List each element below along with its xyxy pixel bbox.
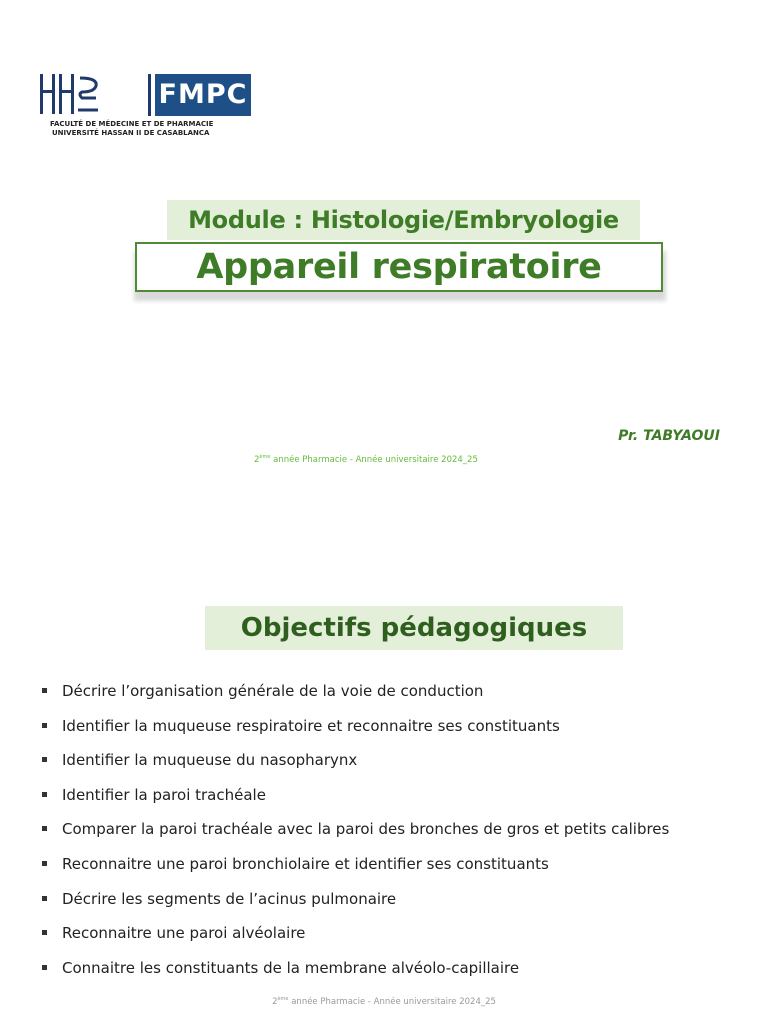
list-item: Connaitre les constituants de la membrane alvéolo-capillaire — [42, 955, 669, 990]
list-item: Identifier la paroi trachéale — [42, 782, 669, 817]
objectives-heading: Objectifs pédagogiques — [205, 606, 623, 650]
logo-separator — [148, 74, 151, 116]
list-item: Reconnaitre une paroi alvéolaire — [42, 920, 669, 955]
list-item: Comparer la paroi trachéale avec la paroi des bronches de gros et petits calibres — [42, 816, 669, 851]
objectives-list — [42, 678, 669, 989]
logo-acronym: FMPC — [155, 74, 251, 116]
author: Pr. TABYAOUI — [618, 428, 720, 444]
fmpc-logo — [38, 72, 248, 142]
list-item: Décrire les segments de l’acinus pulmonaire — [42, 886, 669, 921]
module-title: Module : Histologie/Embryologie — [167, 200, 640, 240]
year-note: 2ème année Pharmacie - Année universitaire 2024_25 — [254, 454, 478, 465]
logo-faculty-line: FACULTÉ DE MÉDECINE ET DE PHARMACIE — [50, 120, 214, 128]
main-title: Appareil respiratoire — [135, 242, 663, 292]
list-item: Identifier la muqueuse du nasopharynx — [42, 747, 669, 782]
logo-university-line: UNIVERSITÉ HASSAN II DE CASABLANCA — [52, 129, 210, 137]
list-item: Décrire l’organisation générale de la voie de conduction — [42, 678, 669, 713]
list-item: Identifier la muqueuse respiratoire et reconnaitre ses constituants — [42, 713, 669, 748]
list-item: Reconnaitre une paroi bronchiolaire et identifier ses constituants — [42, 851, 669, 886]
page-footer: 2ème année Pharmacie - Année universitaire 2024_25 — [272, 996, 496, 1007]
university-emblem-icon — [38, 72, 102, 116]
